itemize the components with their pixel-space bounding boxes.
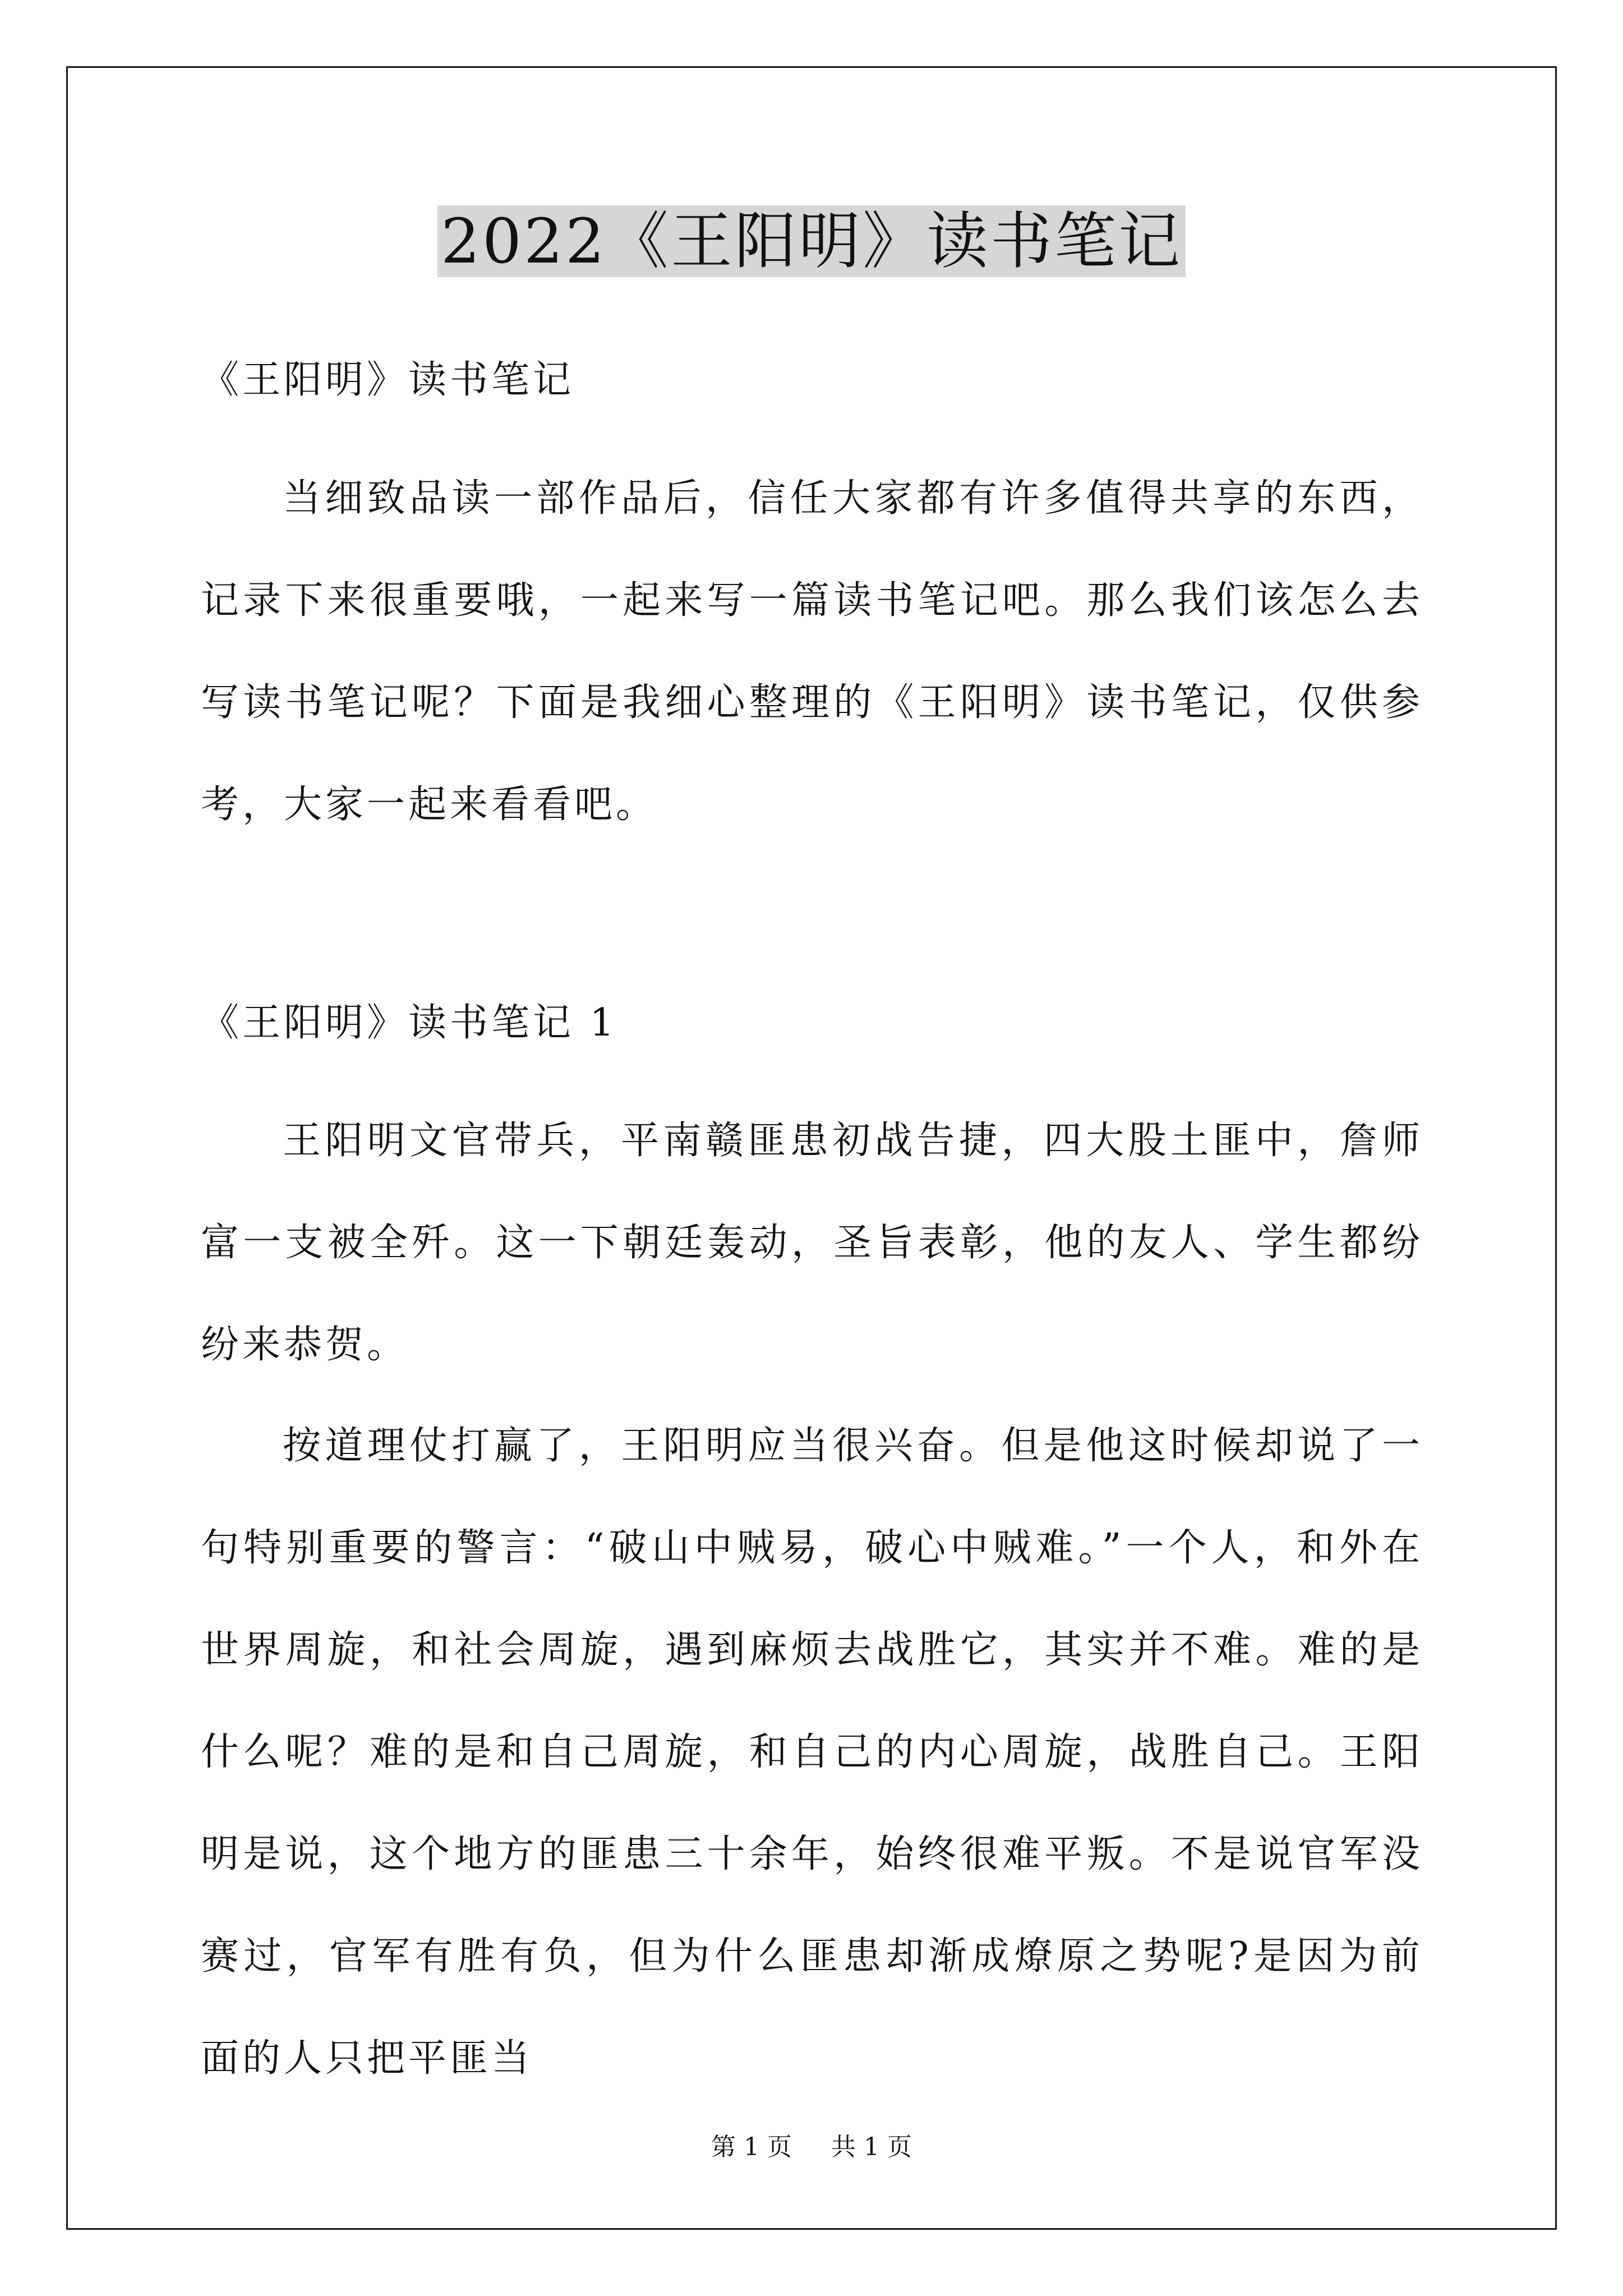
body-paragraph-1: 王阳明文官带兵，平南赣匪患初战告捷，四大股土匪中，詹师富一支被全歼。这一下朝廷轰动，圣旨表彰，他的友人、学生都纷纷来恭贺。 [201,1119,1423,1367]
document-title-text: 2022《王阳明》读书笔记 [437,205,1186,277]
page-footer [0,2132,1623,2163]
page-total: 共 1 页 [831,2133,912,2161]
document-title [0,202,1623,280]
page-number: 第 1 页 [711,2133,792,2161]
section-heading: 《王阳明》读书笔记 1 [201,1001,617,1045]
intro-paragraph: 当细致品读一部作品后，信任大家都有许多值得共享的东西，记录下来很重要哦，一起来写一篇读书笔记吧。那么我们该怎么去写读书笔记呢？下面是我细心整理的《王阳明》读书笔记，仅供参考，大家一起来看看吧。 [201,476,1423,827]
body-paragraph-2: 按道理仗打赢了，王阳明应当很兴奋。但是他这时候却说了一句特别重要的警言：“破山中贼易，破心中贼难。”一个人，和外在世界周旋，和社会周旋，遇到麻烦去战胜它，其实并不难。难的是什么呢？难的是和自己周旋，和自己的内心周旋，战胜自己。王阳明是说，这个地方的匪患三十余年，始终很难平叛。不是说官军没赛过，官军有胜有负，但为什么匪患却渐成燎原之势呢?是因为前面的人只把平匪当 [201,1424,1423,2081]
document-heading: 《王阳明》读书笔记 [201,358,575,402]
